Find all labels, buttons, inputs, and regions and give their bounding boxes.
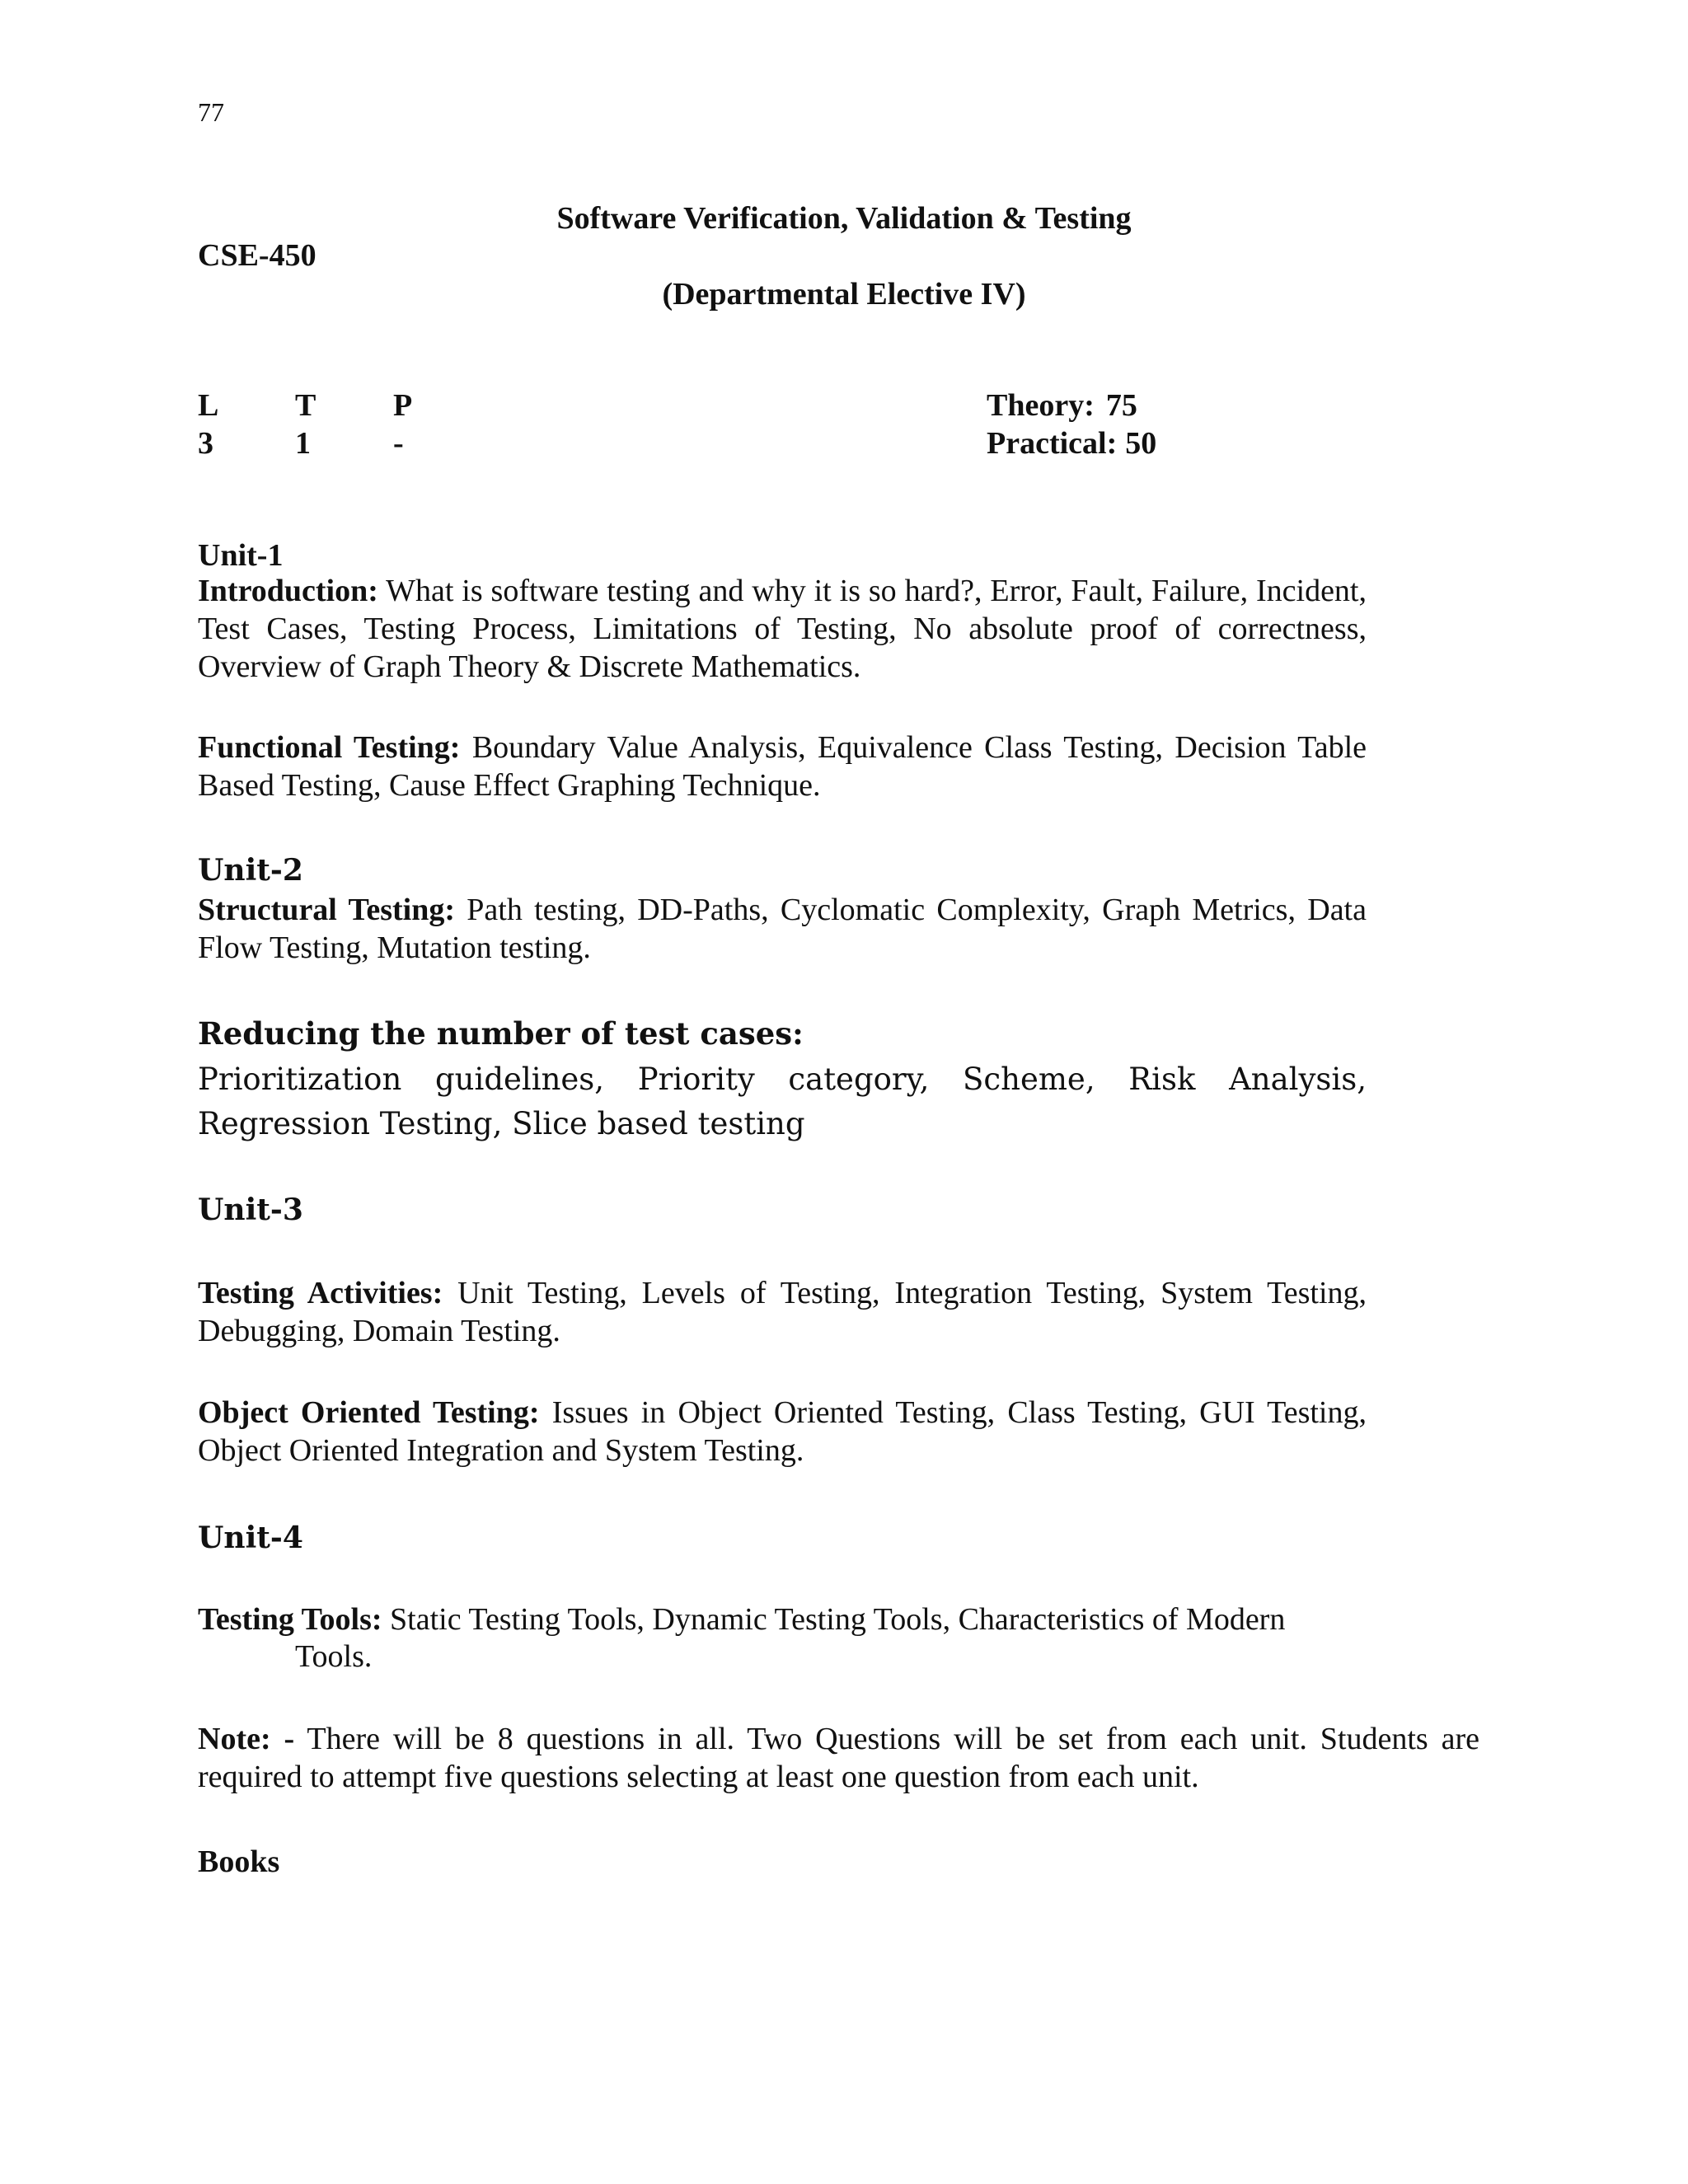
structural-testing-text: Path testing, DD-Paths, Cyclomatic Complexity, Graph Metrics, Data Flow Testing, Mutation testing. bbox=[198, 893, 1367, 965]
theory-marks bbox=[987, 387, 1137, 424]
testing-activities-paragraph bbox=[198, 1274, 1367, 1350]
object-oriented-testing-paragraph bbox=[198, 1394, 1367, 1469]
page-number: 77 bbox=[198, 97, 224, 127]
testing-activities-label: Testing Activities: bbox=[198, 1276, 443, 1310]
course-elective: (Departmental Elective IV) bbox=[662, 277, 1026, 312]
unit-2-heading: Unit-2 bbox=[198, 853, 303, 888]
reducing-test-cases-text: Prioritization guidelines, Priority category, Scheme, Risk Analysis, Regression Testing, Slice based testing bbox=[198, 1062, 1367, 1141]
testing-tools-continuation: Tools. bbox=[295, 1639, 373, 1674]
ltp-value-l: 3 bbox=[198, 426, 213, 461]
functional-testing-label: Functional Testing: bbox=[198, 730, 461, 765]
unit-1-heading: Unit-1 bbox=[198, 538, 284, 573]
theory-label: Theory: bbox=[987, 388, 1095, 423]
theory-value: 75 bbox=[1105, 388, 1137, 423]
course-title: Software Verification, Validation & Testing bbox=[556, 201, 1132, 236]
ltp-header-p: P bbox=[393, 388, 413, 423]
introduction-paragraph bbox=[198, 572, 1367, 686]
practical-label: Practical: bbox=[987, 426, 1118, 461]
note-paragraph bbox=[198, 1720, 1479, 1796]
testing-tools-label: Testing Tools: bbox=[198, 1602, 382, 1637]
note-text: There will be 8 questions in all. Two Questions will be set from each unit. Students are required to attempt five questions selecting at least one question from each unit. bbox=[198, 1722, 1479, 1794]
testing-tools-text: Static Testing Tools, Dynamic Testing Tools, Characteristics of Modern bbox=[382, 1602, 1286, 1637]
note-label: Note: - bbox=[198, 1722, 295, 1756]
ltp-header-t: T bbox=[295, 388, 316, 423]
ltp-header-l: L bbox=[198, 388, 219, 423]
introduction-text: What is software testing and why it is so hard?, Error, Fault, Failure, Incident, Test Cases, Testing Process, Limitations of Testing, No absolute proof of correctness, Overview of Graph Theory & Discrete Mathematics. bbox=[198, 574, 1367, 684]
unit-4-heading: Unit-4 bbox=[198, 1521, 303, 1555]
functional-testing-paragraph bbox=[198, 729, 1367, 804]
practical-value: 50 bbox=[1125, 426, 1157, 461]
object-oriented-testing-text: Issues in Object Oriented Testing, Class Testing, GUI Testing, Object Oriented Integration and System Testing. bbox=[198, 1395, 1367, 1468]
structural-testing-label: Structural Testing: bbox=[198, 893, 455, 927]
introduction-label: Introduction: bbox=[198, 574, 378, 608]
course-code: CSE-450 bbox=[198, 238, 316, 273]
unit-3-heading: Unit-3 bbox=[198, 1193, 303, 1227]
reducing-test-cases-heading: Reducing the number of test cases: bbox=[198, 1015, 804, 1052]
object-oriented-testing-label: Object Oriented Testing: bbox=[198, 1395, 540, 1430]
structural-testing-paragraph bbox=[198, 891, 1367, 967]
testing-tools-paragraph bbox=[198, 1601, 1367, 1638]
testing-activities-text: Unit Testing, Levels of Testing, Integration Testing, System Testing, Debugging, Domain Testing. bbox=[198, 1276, 1367, 1348]
books-heading: Books bbox=[198, 1844, 280, 1879]
practical-marks bbox=[987, 425, 1156, 462]
ltp-value-p: - bbox=[393, 426, 404, 461]
functional-testing-text: Boundary Value Analysis, Equivalence Class Testing, Decision Table Based Testing, Cause Effect Graphing Technique. bbox=[198, 730, 1367, 803]
ltp-value-t: 1 bbox=[295, 426, 311, 461]
